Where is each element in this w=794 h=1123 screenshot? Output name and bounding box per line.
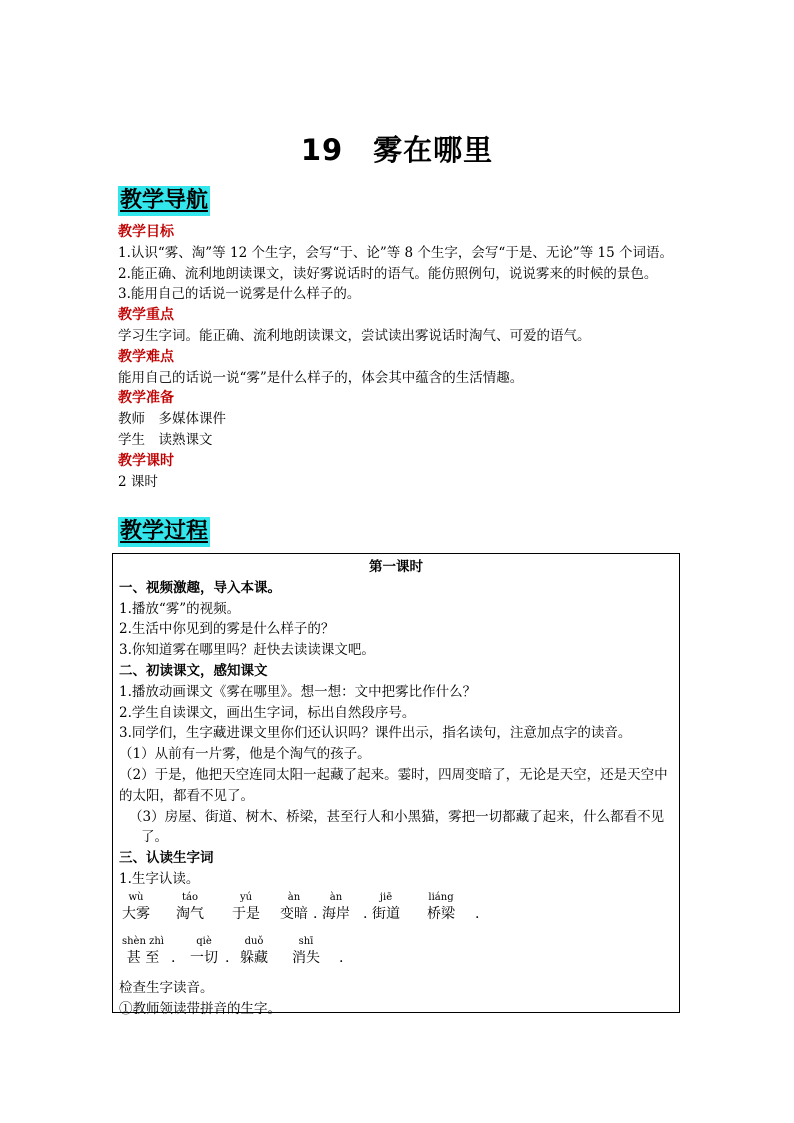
key-points-heading: 教学重点 — [118, 307, 174, 324]
part2-heading: 二、初读课文，感知课文 — [119, 662, 268, 679]
pinyin-word: àn 变暗 — [280, 891, 308, 922]
part2-item: 3.同学们，生字藏进课文里你们还认识吗？课件出示，指名读句，注意加点字的读音。 — [119, 725, 632, 742]
goal-item: 2.能正确、流利地朗读课文，读好雾说话时的语气。能仿照例句，说说雾来的时候的景色。 — [118, 265, 658, 282]
part2-item: 2.学生自读课文，画出生字词，标出自然段序号。 — [119, 704, 416, 721]
emphasis-dot: . — [171, 949, 176, 966]
pinyin-word: liáng 桥梁 — [427, 891, 455, 922]
part2-item: 1.播放动画课文《雾在哪里》。想一想：文中把雾比作什么？ — [119, 683, 477, 700]
goals-heading: 教学目标 — [118, 224, 174, 240]
part1-item: 1.播放“雾”的视频。 — [119, 600, 241, 617]
part3-heading: 三、认读生字词 — [119, 850, 214, 867]
lesson-name: 雾在哪里 — [373, 133, 494, 167]
preparation-teacher: 教师 多媒体课件 — [118, 411, 226, 428]
pinyin-word: àn 海岸 — [322, 891, 350, 922]
emphasis-dot: . — [225, 949, 230, 966]
pinyin-word: shī 消失 — [292, 935, 320, 966]
example-sentence: （3）房屋、街道、树木、桥梁，甚至行人和小黑猫，雾把一切都藏了起来，什么都看不见了。 — [129, 808, 665, 846]
page-title — [0, 128, 794, 169]
pinyin-word: wù 大雾 — [122, 891, 150, 922]
hours-text: 2 课时 — [118, 473, 158, 490]
preparation-student: 学生 读熟课文 — [118, 431, 213, 448]
pinyin-row-2 — [119, 936, 673, 978]
part3-intro: 1.生字认读。 — [119, 870, 200, 887]
emphasis-dot: . — [339, 949, 344, 966]
hours-heading: 教学课时 — [118, 452, 174, 469]
emphasis-dot: . — [475, 905, 480, 922]
goal-item: 3.能用自己的话说一说雾是什么样子的。 — [118, 286, 361, 303]
pinyin-word: yú 于是 — [232, 891, 260, 922]
example-sentence: （1）从前有一片雾，他是个淘气的孩子。 — [119, 746, 371, 763]
part1-heading: 一、视频激趣，导入本课。 — [119, 579, 281, 596]
emphasis-dot: . — [363, 905, 368, 922]
pinyin-word: shèn zhì 甚 至 — [121, 935, 165, 966]
teacher-lead-step: ①教师领读带拼音的生字。 — [119, 1000, 281, 1017]
pinyin-word: qiè 一切 — [190, 935, 218, 966]
pinyin-word: táo 淘气 — [176, 891, 204, 922]
pinyin-row-1 — [119, 892, 673, 934]
banner-teaching-guide: 教学导航 — [118, 186, 210, 216]
example-sentence: （2）于是，他把天空连同太阳一起藏了起来。霎时，四周变暗了，无论是天空，还是天空中的太阳，都看不见了。 — [119, 766, 668, 804]
teaching-guide-section — [118, 222, 683, 492]
goal-item: 1.认识“雾、淘”等 12 个生字，会写“于、论”等 8 个生字，会写“于是、无论”等 15 个词语。 — [118, 244, 673, 261]
check-pronunciation: 检查生字读音。 — [119, 979, 214, 996]
lesson-period-title: 第一课时 — [369, 559, 423, 575]
part1-item: 3.你知道雾在哪里吗？赶快去读读课文吧。 — [119, 642, 375, 659]
difficulties-heading: 教学难点 — [118, 348, 174, 365]
preparation-heading: 教学准备 — [118, 390, 174, 407]
pinyin-word: jiē 街道 — [372, 891, 400, 922]
emphasis-dot: . — [313, 905, 318, 922]
key-points-text: 学习生字词。能正确、流利地朗读课文，尝试读出雾说话时淘气、可爱的语气。 — [118, 327, 591, 344]
teaching-process-box — [112, 553, 680, 1017]
pinyin-word: duǒ 躲藏 — [240, 935, 268, 966]
difficulties-text: 能用自己的话说一说“雾”是什么样子的，体会其中蕴含的生活情趣。 — [118, 369, 524, 386]
lesson-number: 19 — [300, 133, 344, 167]
banner-teaching-process: 教学过程 — [118, 517, 210, 547]
part1-item: 2.生活中你见到的雾是什么样子的？ — [119, 621, 335, 638]
